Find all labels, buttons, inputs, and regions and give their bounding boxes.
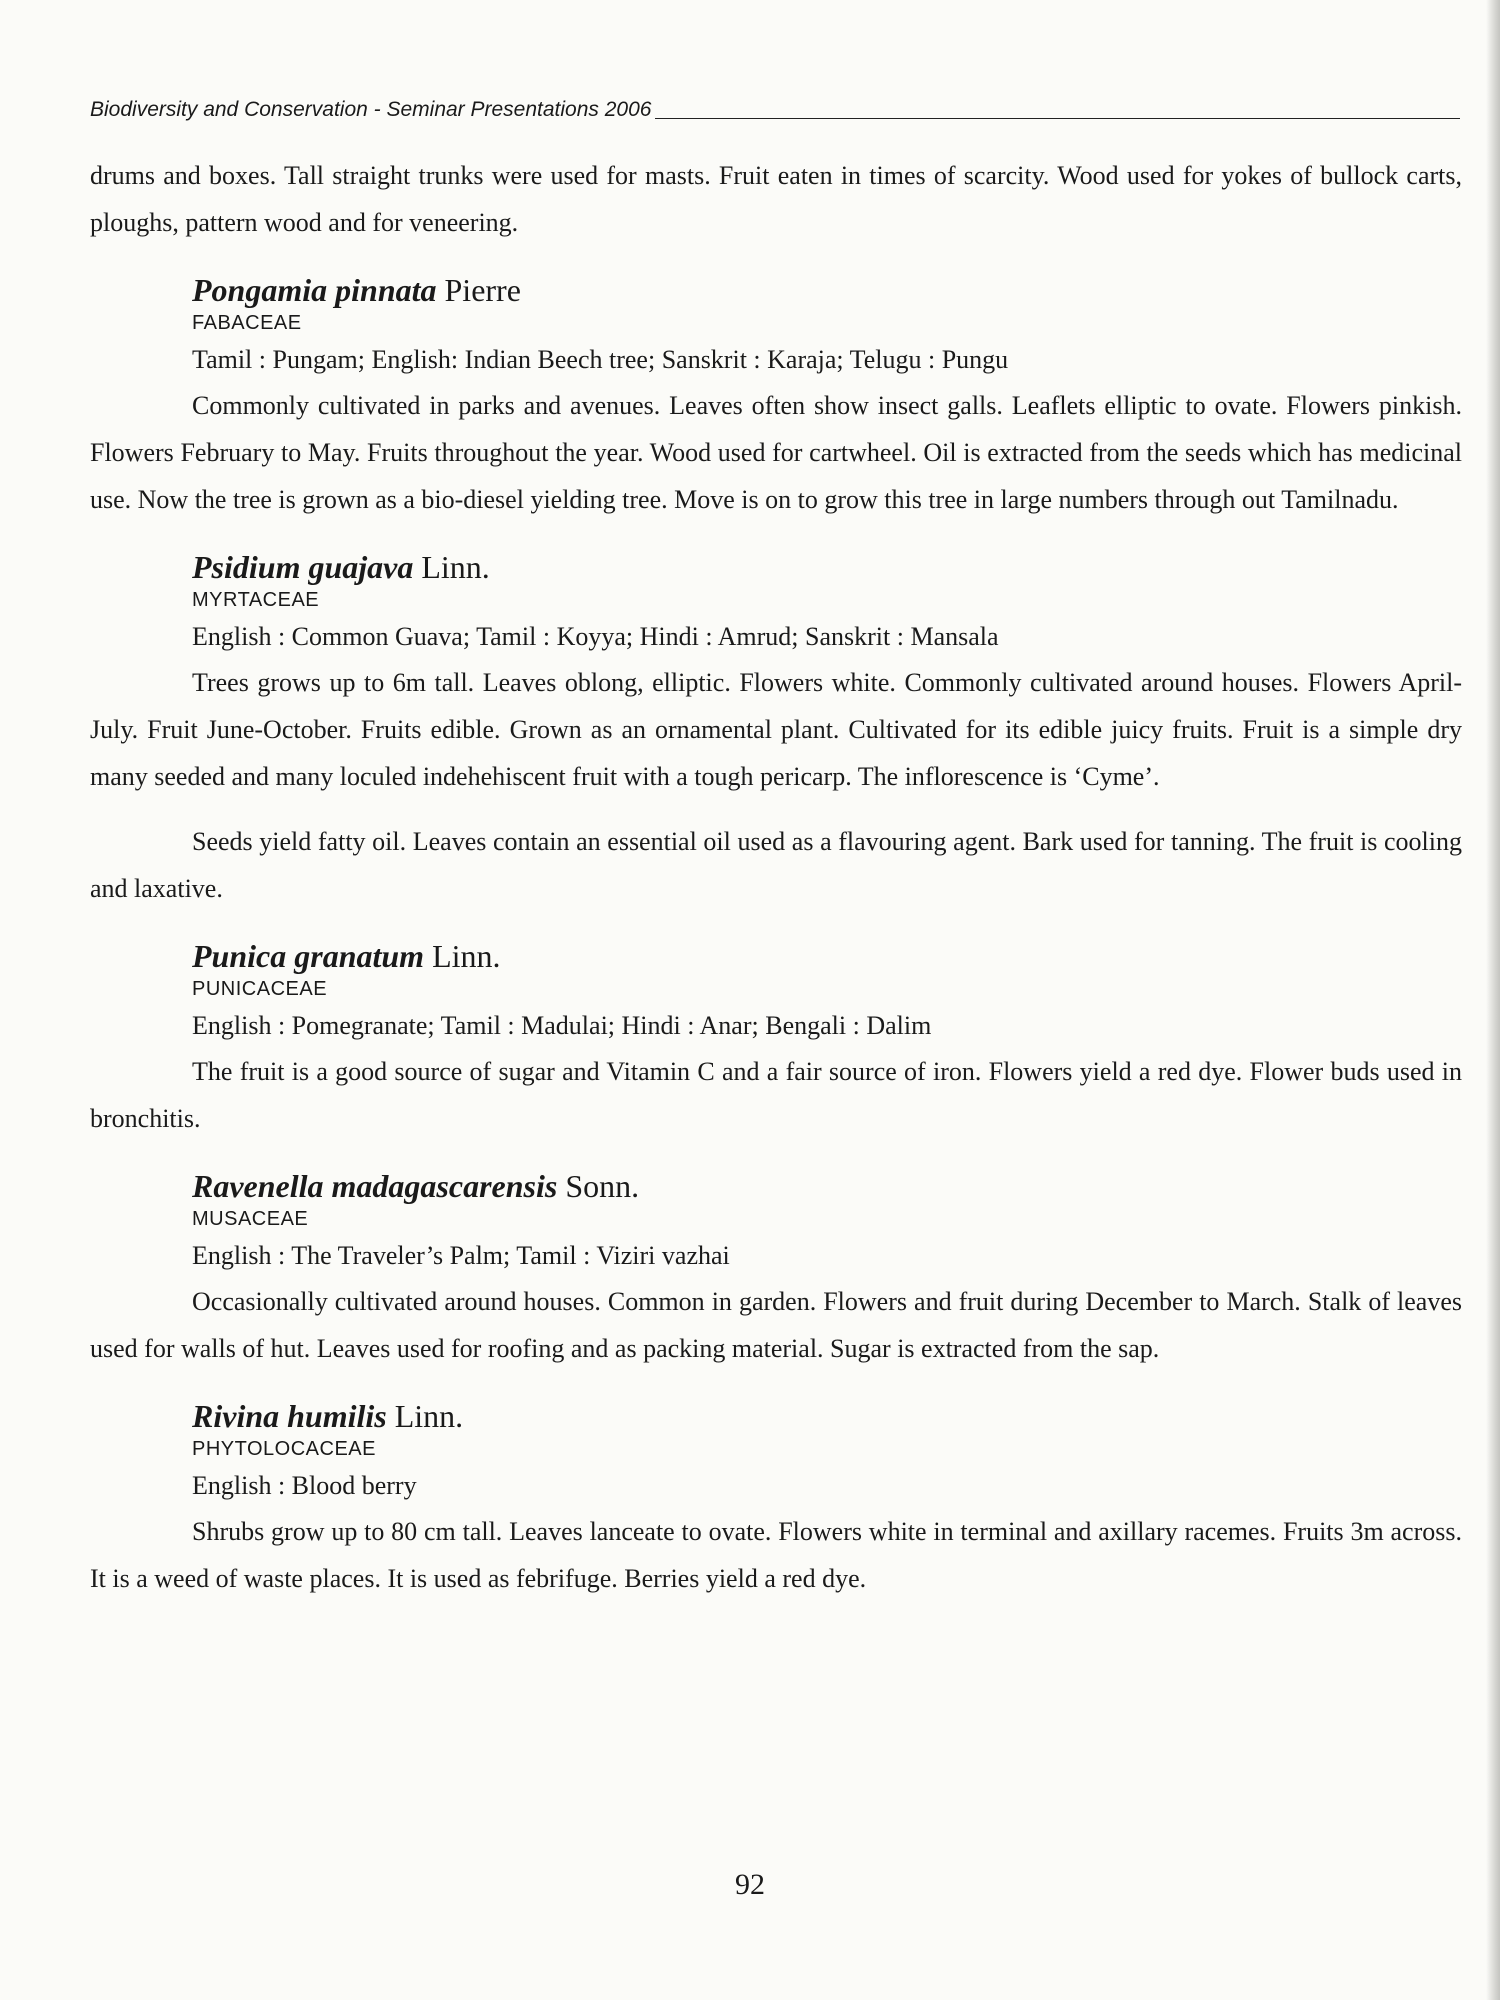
species-heading [192,1164,1462,1208]
common-names: English : Pomegranate; Tamil : Madulai; Hindi : Anar; Bengali : Dalim [192,1011,932,1040]
description-paragraph: Trees grows up to 6m tall. Leaves oblong, elliptic. Flowers white. Commonly cultivated around houses. Flowers April-July. Fruit June-October. Fruits edible. Grown as an ornamental plant. Cultivated for its edible juicy fruits. Fruit is a simple dry many seeded and many loculed indehehiscent fruit with a tough pericarp. The inflorescence is ‘Cyme’. [90,668,1462,791]
family-name: FABACEAE [192,312,302,334]
species-entry [90,934,1462,1142]
species-name: Punica granatum [192,938,425,974]
family-name: PHYTOLOCACEAE [192,1438,376,1460]
species-authority: Sonn. [565,1168,640,1204]
family-name: PUNICACEAE [192,978,328,1000]
running-header [90,98,1460,122]
species-entry [90,545,1462,912]
header-rule [655,118,1460,119]
species-name: Pongamia pinnata [192,272,437,308]
description-paragraph: Commonly cultivated in parks and avenues. Leaves often show insect galls. Leaflets elliptic to ovate. Flowers pinkish. Flowers February to May. Fruits throughout the year. Wood used for cartwheel. Oil is extracted from the seeds which has medicinal use. Now the tree is grown as a bio-diesel yielding tree. Move is on to grow this tree in large numbers through out Tamilnadu. [90,391,1462,514]
page-content [90,152,1462,1602]
species-authority: Linn. [421,549,490,585]
common-names: English : Blood berry [192,1471,417,1500]
common-names: English : The Traveler’s Palm; Tamil : Viziri vazhai [192,1241,730,1270]
page-edge-shadow [1486,0,1500,2000]
species-heading [192,934,1462,978]
intro-paragraph: drums and boxes. Tall straight trunks were used for masts. Fruit eaten in times of scarcity. Wood used for yokes of bullock carts, ploughs, pattern wood and for veneering. [90,161,1462,237]
species-name: Ravenella madagascarensis [192,1168,558,1204]
species-name: Psidium guajava [192,549,414,585]
species-entry [90,1394,1462,1602]
species-heading [192,545,1462,589]
species-entry [90,268,1462,523]
family-name: MYRTACEAE [192,589,320,611]
description-paragraph: Occasionally cultivated around houses. Common in garden. Flowers and fruit during December to March. Stalk of leaves used for walls of hut. Leaves used for roofing and as packing material. Sugar is extracted from the sap. [90,1287,1462,1363]
species-name: Rivina humilis [192,1398,387,1434]
species-heading [192,268,1462,312]
family-name: MUSACEAE [192,1208,309,1230]
species-authority: Linn. [432,938,501,974]
common-names: Tamil : Pungam; English: Indian Beech tree; Sanskrit : Karaja; Telugu : Pungu [192,345,1009,374]
description-paragraph: The fruit is a good source of sugar and Vitamin C and a fair source of iron. Flowers yield a red dye. Flower buds used in bronchitis. [90,1057,1462,1133]
common-names: English : Common Guava; Tamil : Koyya; Hindi : Amrud; Sanskrit : Mansala [192,622,999,651]
header-title: Biodiversity and Conservation - Seminar Presentations 2006 [90,98,652,121]
page-number: 92 [735,1868,765,1901]
species-authority: Linn. [394,1398,464,1434]
species-heading [192,1394,1462,1438]
species-authority: Pierre [444,272,521,308]
species-entry [90,1164,1462,1372]
description-paragraph: Shrubs grow up to 80 cm tall. Leaves lanceate to ovate. Flowers white in terminal and axillary racemes. Fruits 3m across. It is a weed of waste places. It is used as febrifuge. Berries yield a red dye. [90,1517,1462,1593]
description-paragraph: Seeds yield fatty oil. Leaves contain an essential oil used as a flavouring agent. Bark used for tanning. The fruit is cooling and laxative. [90,827,1462,903]
